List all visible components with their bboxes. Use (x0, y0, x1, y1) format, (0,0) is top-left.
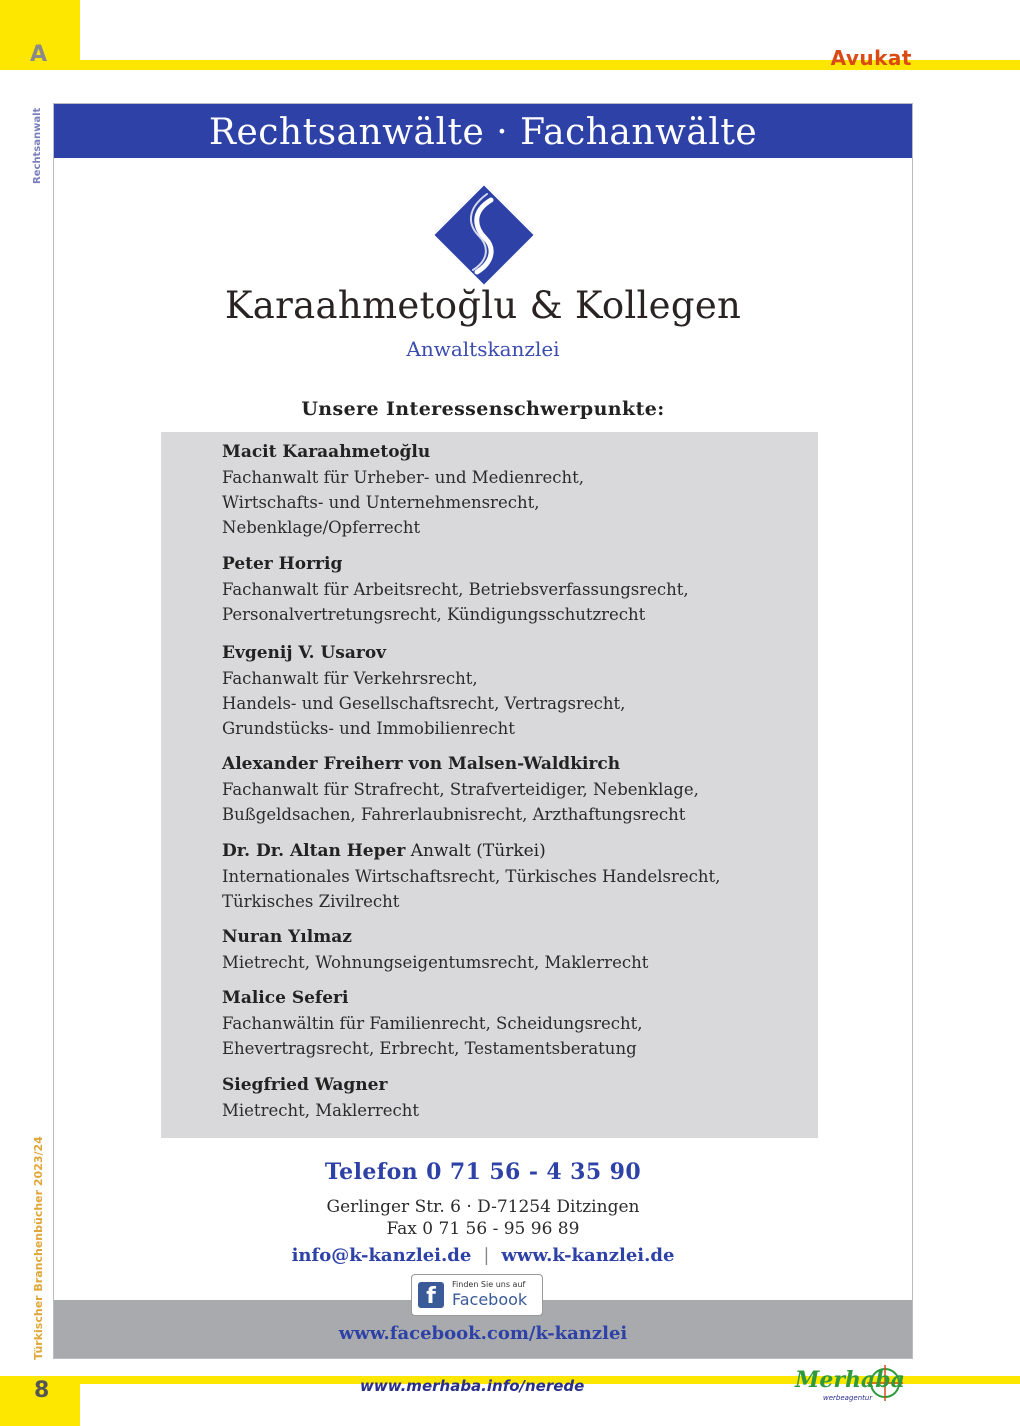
facebook-icon: f (418, 1282, 444, 1308)
merhaba-logo-sub: werbeagentur (823, 1394, 873, 1402)
lawyer-entry (222, 1073, 812, 1123)
lawyer-entry (222, 925, 812, 975)
firm-name: Karaahmetoğlu & Kollegen (224, 284, 742, 327)
merhaba-logo (793, 1361, 908, 1409)
facebook-badge-title: Facebook (452, 1290, 528, 1309)
firm-subtitle: Anwaltskanzlei (406, 337, 560, 361)
lawyer-area: Internationales Wirtschaftsrecht, Türkisches Handelsrecht, (222, 867, 721, 886)
lawyer-area: Fachanwalt für Verkehrsrecht, (222, 669, 478, 688)
lawyer-area: Fachanwalt für Strafrecht, Strafverteidiger, Nebenklage, (222, 780, 699, 799)
lawyer-area: Fachanwalt für Urheber- und Medienrecht, (222, 468, 585, 487)
lawyer-name: Macit Karaahmetoğlu (222, 442, 431, 462)
lawyer-area: Ehevertragsrecht, Erbrecht, Testamentsberatung (222, 1039, 637, 1058)
lawyer-name: Dr. Dr. Altan Heper Anwalt (Türkei) (222, 841, 546, 861)
lawyer-entry (222, 839, 812, 914)
lawyer-name: Nuran Yılmaz (222, 927, 352, 947)
lawyer-area: Nebenklage/Opferrecht (222, 518, 421, 537)
lawyer-name: Malice Seferi (222, 988, 349, 1008)
section-letter: A (30, 42, 48, 67)
website-link[interactable]: www.k-kanzlei.de (501, 1245, 675, 1266)
lawyer-entry (222, 552, 812, 627)
lawyer-area: Mietrecht, Wohnungseigentumsrecht, Maklerrecht (222, 953, 649, 972)
facebook-url[interactable]: www.facebook.com/k-kanzlei (338, 1323, 628, 1344)
lawyer-entry (222, 641, 812, 741)
footer-url[interactable]: www.merhaba.info/nerede (360, 1377, 585, 1395)
address: Gerlinger Str. 6 · D-71254 Ditzingen (326, 1197, 640, 1217)
page-number: 8 (34, 1378, 50, 1403)
interests-title: Unsere Interessenschwerpunkte: (301, 398, 665, 420)
lawyer-area: Grundstücks- und Immobilienrecht (222, 719, 515, 738)
lawyer-area: Türkisches Zivilrecht (222, 892, 400, 911)
lawyer-area: Personalvertretungsrecht, Kündigungsschutzrecht (222, 605, 646, 624)
lawyer-entry (222, 986, 812, 1061)
firm-logo-icon (431, 182, 537, 288)
lawyer-area: Handels- und Gesellschaftsrecht, Vertragsrecht, (222, 694, 626, 713)
lawyer-name: Peter Horrig (222, 554, 343, 574)
lawyer-name: Siegfried Wagner (222, 1075, 388, 1095)
facebook-badge[interactable] (411, 1274, 543, 1316)
lawyer-area: Bußgeldsachen, Fahrerlaubnisrecht, Arzthaftungsrecht (222, 805, 686, 824)
side-label-top (32, 104, 52, 184)
facebook-badge-caption: Finden Sie uns auf (452, 1280, 526, 1289)
merhaba-logo-word: Merhaba (795, 1367, 905, 1393)
lawyer-name: Evgenij V. Usarov (222, 643, 387, 663)
lawyer-area: Fachanwältin für Familienrecht, Scheidungsrecht, (222, 1014, 643, 1033)
side-label-top-text: Rechtsanwalt (32, 107, 43, 184)
lawyer-name: Alexander Freiherr von Malsen-Waldkirch (222, 754, 621, 774)
section-title: Avukat (830, 46, 912, 70)
email-link[interactable]: info@k-kanzlei.de (291, 1245, 472, 1266)
law-firm-ad (53, 103, 913, 1359)
lawyer-area: Wirtschafts- und Unternehmensrecht, (222, 493, 540, 512)
side-label-bottom-text: Türkischer Branchenbücher 2023/24 (32, 1136, 45, 1360)
lawyer-entry (222, 440, 812, 540)
phone-number[interactable]: Telefon 0 71 56 - 4 35 90 (324, 1159, 642, 1185)
side-label-bottom (32, 1136, 52, 1360)
lawyers-panel (161, 432, 818, 1138)
ad-header: Rechtsanwälte · Fachanwälte (54, 104, 912, 158)
contact-row (54, 1245, 912, 1266)
lawyer-area: Mietrecht, Maklerrecht (222, 1101, 420, 1120)
lawyer-area: Fachanwalt für Arbeitsrecht, Betriebsverfassungsrecht, (222, 580, 689, 599)
lawyer-entry (222, 752, 812, 827)
fax-number: Fax 0 71 56 - 95 96 89 (386, 1219, 580, 1239)
divider: | (483, 1245, 490, 1266)
